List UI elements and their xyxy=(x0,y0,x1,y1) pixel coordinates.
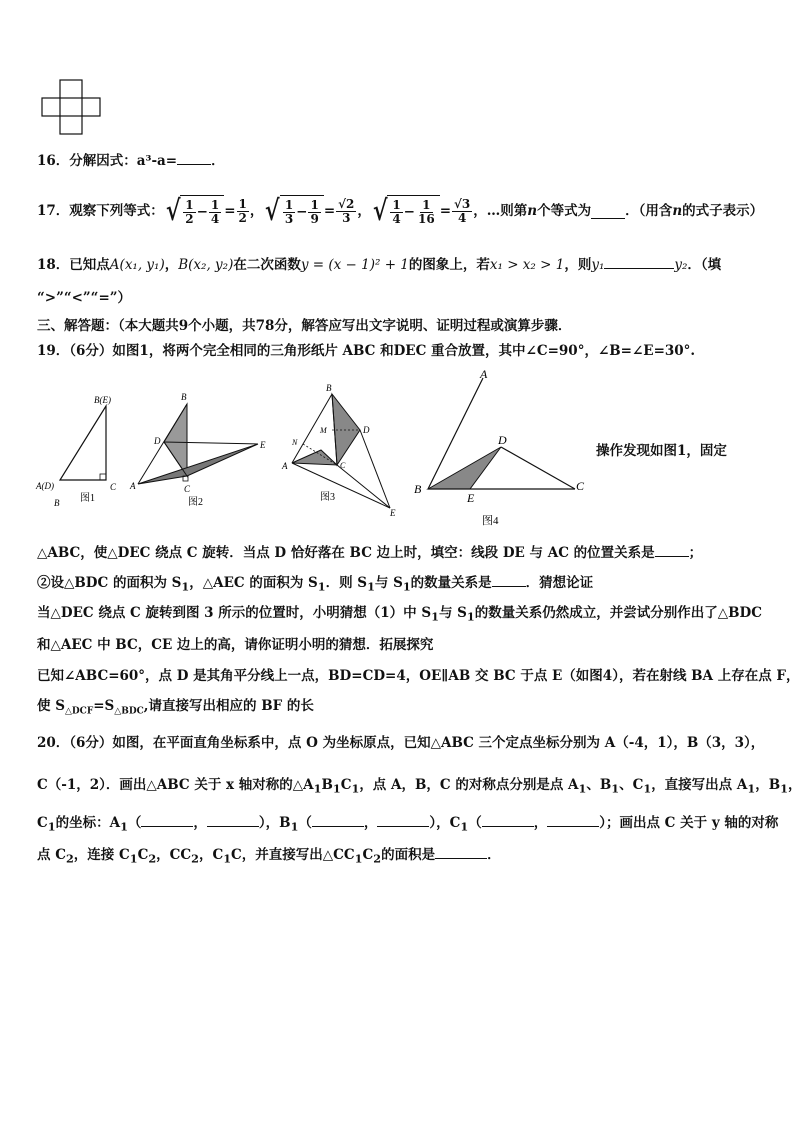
svg-text:B: B xyxy=(181,392,187,402)
answer-blank xyxy=(177,150,211,165)
svg-text:D: D xyxy=(154,436,161,446)
question-19-line-3: 当△DEC 绕点 C 旋转到图 3 所示的位置时，小明猜想（1）中 $S_1$与 $S_1$的数量关系仍然成立，并尝试分别作出了△BDC xyxy=(37,605,762,624)
answer-blank xyxy=(591,204,625,219)
question-20-line-2: C（-1，2）．画出△ABC 关于 x 轴对称的$\triangle A_1B_1C_1$，点 A，B，C 的对称点分别是点 $A_1$、$B_1$、$C_1$，直接写出点 $A_1$，$B_1$， xyxy=(37,777,801,796)
svg-text:E: E xyxy=(390,508,396,518)
svg-text:B: B xyxy=(326,383,332,393)
svg-text:D: D xyxy=(363,425,370,435)
svg-text:A: A xyxy=(480,367,488,381)
svg-text:图3: 图3 xyxy=(320,492,335,503)
answer-blank xyxy=(482,812,534,827)
figure-4 xyxy=(414,367,585,527)
equation-3-result: $\frac{√3}{4}$ xyxy=(454,196,471,225)
answer-blank xyxy=(207,812,259,827)
figure-1 xyxy=(35,395,117,508)
figure-3 xyxy=(281,383,396,518)
svg-text:E: E xyxy=(467,491,475,505)
svg-text:图2: 图2 xyxy=(188,497,203,508)
equation-1-radical: √ $\frac{1}{2}$ − $\frac{1}{4}$ xyxy=(164,195,224,227)
svg-text:A: A xyxy=(130,481,136,491)
cross-net-figure xyxy=(40,78,104,136)
equation-2-result: $\frac{√2}{3}$ xyxy=(338,196,355,225)
question-19-intro: 19．（6分）如图1，将两个完全相同的三角形纸片 ABC 和DEC 重合放置，其中∠C=90°，∠B=∠E=30°. xyxy=(37,343,696,359)
svg-text:N: N xyxy=(292,438,298,447)
question-19-line-6: 使 $S_{\triangle DCF}=S_{\triangle BDC}$,请直接写出相应的 BF 的长 xyxy=(37,698,314,717)
answer-blank xyxy=(312,812,364,827)
question-16: 16．分解因式：a³-a= ． xyxy=(37,150,225,170)
question-19-figures xyxy=(30,366,600,536)
svg-text:C: C xyxy=(576,479,585,493)
svg-text:C: C xyxy=(340,461,346,470)
section-3-heading: 三、解答题：（本大题共9个小题，共78分，解答应写出文字说明、证明过程或演算步骤． xyxy=(37,318,572,334)
question-19-line-1: △ABC，使△DEC 绕点 C 旋转．当点 D 恰好落在 BC 边上时，填空：线段 DE 与 AC 的位置关系是 ； xyxy=(37,542,702,562)
svg-text:A: A xyxy=(282,461,288,471)
svg-text:B: B xyxy=(414,482,422,496)
svg-text:B(E): B(E) xyxy=(94,395,111,405)
question-19-side-text: 操作发现如图1，固定 xyxy=(596,443,727,459)
question-17: 17．观察下列等式： √ $\frac{1}{2}$ − $\frac{1}{4}$ = $\frac{1}{2}$ ， √ $\frac{1}{3}$ − $\frac{1}{9}$ = $\frac{√2}{3}$ ， √ $\frac{1}{4}$ − $\frac{1}{16}$ = $\frac{√3}{4}$ ，…则第 n 个等式为 ．（用含 n 的式子表示） xyxy=(37,194,764,227)
svg-text:A(D): A(D) xyxy=(36,481,54,491)
question-19-line-4: 和△AEC 中 BC，CE 边上的高，请你证明小明的猜想．拓展探究 xyxy=(37,637,434,653)
equation-3-radical: √ $\frac{1}{4}$ − $\frac{1}{16}$ xyxy=(371,195,440,227)
svg-text:图4: 图4 xyxy=(482,515,499,527)
answer-blank xyxy=(547,812,599,827)
svg-text:C: C xyxy=(110,482,117,492)
answer-blank xyxy=(604,254,674,269)
answer-blank xyxy=(492,572,526,587)
equation-1-result: $\frac{1}{2}$ xyxy=(238,196,247,225)
figure-2 xyxy=(129,392,266,508)
svg-text:E: E xyxy=(260,440,266,450)
svg-text:B: B xyxy=(54,498,60,508)
svg-text:C: C xyxy=(184,484,191,494)
question-19-line-5: 已知∠ABC=60°，点 D 是其角平分线上一点，BD=CD=4，OE∥AB 交 BC 于点 E（如图4），若在射线 BA 上存在点 F， xyxy=(37,668,800,684)
question-20-line-1: 20．（6分）如图，在平面直角坐标系中，点 O 为坐标原点，已知△ABC 三个定点坐标分别为 A（-4，1），B（3，3）， xyxy=(37,735,765,751)
svg-text:图1: 图1 xyxy=(80,493,95,504)
question-18-continued: “>”“<”“=”） xyxy=(37,290,132,306)
svg-text:D: D xyxy=(498,433,507,447)
answer-blank xyxy=(435,844,487,859)
equation-2-radical: √ $\frac{1}{3}$ − $\frac{1}{9}$ xyxy=(263,195,323,227)
answer-blank xyxy=(377,812,429,827)
question-19-line-2: ②设△BDC 的面积为 $S_1$，△AEC 的面积为 $S_1$．则 $S_1$与 $S_1$的数量关系是 ．猜想论证 xyxy=(37,572,593,596)
svg-text:M: M xyxy=(320,426,327,435)
answer-blank xyxy=(655,542,689,557)
answer-blank xyxy=(141,812,193,827)
question-18: 18．已知点A(x₁, y₁)，B(x₂, y₂)在二次函数y = (x − 1)² + 1的图象上，若x₁ > x₂ > 1，则y₁ y₂．（填 xyxy=(37,254,721,274)
question-20-line-3: $C_1$的坐标：$A_1$（ ， ），$B_1$（ ， ），$C_1$（ ， ）；画出点 C 关于 y 轴的对称 xyxy=(37,812,778,836)
question-20-line-4: 点 $C_2$，连接 $C_1C_2$，$CC_2$，$C_1C$，并直接写出$\triangle CC_1C_2$的面积是 ． xyxy=(37,844,501,868)
